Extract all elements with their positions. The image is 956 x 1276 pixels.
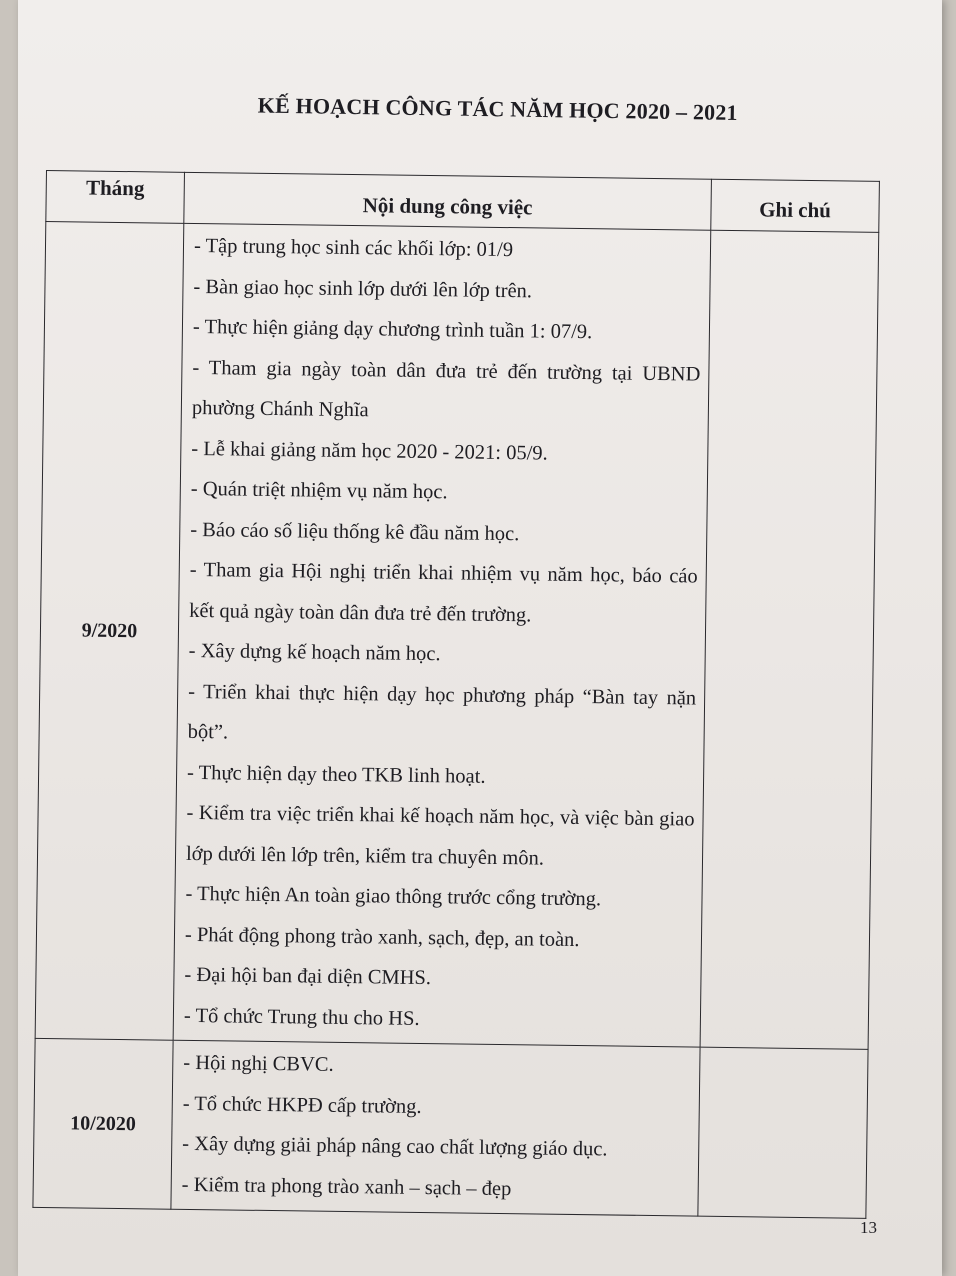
table-row [33, 1038, 868, 1218]
note-cell [700, 230, 879, 1049]
list-item: - Tham gia Hội nghị triển khai nhiệm vụ năm học, báo cáo kết quả ngày toàn dân đưa trẻ đến trường. [189, 558, 698, 626]
page-title: KẾ HOẠCH CÔNG TÁC NĂM HỌC 2020 – 2021 [257, 92, 738, 126]
list-item: - Thực hiện dạy theo TKB linh hoạt. [186, 761, 486, 788]
table-row [35, 222, 879, 1050]
list-item: - Hội nghị CBVC. [183, 1051, 334, 1076]
list-item: - Lễ khai giảng năm học 2020 - 2021: 05/9. [191, 437, 548, 465]
list-item: - Xây dựng kế hoạch năm học. [188, 639, 441, 666]
header-content: Nội dung công việc [184, 172, 712, 230]
content-cell [173, 223, 711, 1047]
month-cell: 9/2020 [35, 222, 184, 1041]
list-item: - Triển khai thực hiện dạy học phương pháp “Bàn tay nặn bột”. [187, 680, 697, 744]
note-cell [698, 1047, 868, 1218]
list-item: - Tham gia ngày toàn dân đưa trẻ đến trường tại UBND phường Chánh Nghĩa [191, 356, 701, 422]
list-item: - Phát động phong trào xanh, sạch, đẹp, an toàn. [184, 923, 580, 951]
month-cell: 10/2020 [33, 1038, 173, 1209]
header-month: Tháng [46, 171, 185, 224]
list-item: - Bàn giao học sinh lớp dưới lên lớp trên. [193, 275, 533, 302]
list-item: - Kiểm tra phong trào xanh – sạch – đẹp [181, 1173, 512, 1200]
list-item: - Tập trung học sinh các khối lớp: 01/9 [193, 234, 514, 262]
page-number: 13 [860, 1218, 877, 1237]
list-item: - Thực hiện An toàn giao thông trước cổng trường. [185, 882, 602, 911]
content-cell [171, 1040, 700, 1216]
list-item: - Tổ chức HKPĐ cấp trường. [182, 1092, 422, 1118]
document-page [18, 0, 942, 1276]
list-item: - Quán triệt nhiệm vụ năm học. [190, 477, 448, 504]
list-item: - Kiểm tra việc triển khai kế hoạch năm học, và việc bàn giao lớp dưới lên lớp trên, kiểm tra chuyên môn. [185, 801, 695, 870]
list-item: - Đại hội ban đại diện CMHS. [184, 963, 432, 990]
list-item: - Thực hiện giảng dạy chương trình tuần 1: 07/9. [192, 315, 593, 344]
plan-table [32, 170, 880, 1219]
header-note: Ghi chú [711, 179, 880, 232]
list-item: - Tổ chức Trung thu cho HS. [183, 1004, 420, 1030]
list-item: - Xây dựng giải pháp nâng cao chất lượng giáo dục. [182, 1132, 608, 1161]
list-item: - Báo cáo số liệu thống kê đầu năm học. [190, 518, 520, 545]
